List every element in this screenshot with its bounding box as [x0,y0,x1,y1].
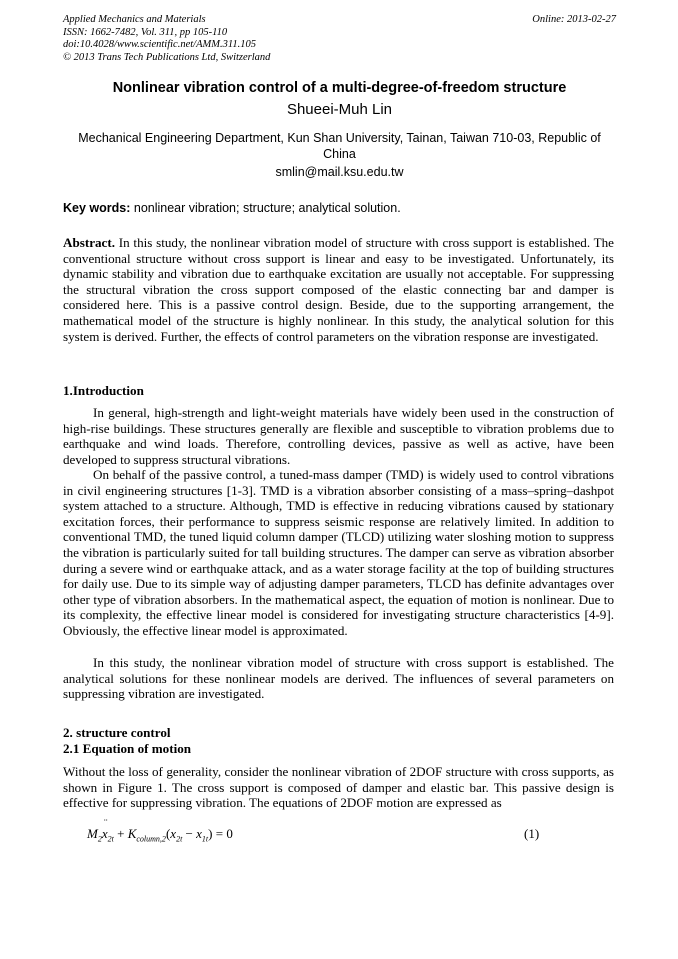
abstract-label: Abstract. [63,235,115,250]
author-email: smlin@mail.ksu.edu.tw [275,165,404,179]
online-date: Online: 2013-02-27 [532,14,616,25]
section-2-heading: 2. structure control [63,725,171,740]
keywords [63,201,616,215]
intro-paragraph-1: In general, high-strength and light-weight materials have widely been used in the construction of high-rise buildings. These structures generally are flexible and susceptible to vibration problems due to earthquake and wind loads. Therefore, controlling devices, passive as well as active, have been developed to suppress structural vibrations. [63,405,614,467]
abstract-text: In this study, the nonlinear vibration model of structure with cross support is established. The conventional structure without cross support is linear and easy to be investigated. Unfortunately, its dynamic stability and vibration due to earthquake excitation are usually not acceptable. For suppressing the structural vibration the cross support composed of the elastic connecting bar and damper is considered here. This is a passive control design. Beside, due to the supporting arrangement, the mathematical model of the structure is highly nonlinear. In this study, the analytical solution for this system is derived. Further, the effects of control parameters on the vibration response are investigated. [63,235,614,344]
journal-name: Applied Mechanics and Materials [63,14,206,25]
section-2-1-heading: 2.1 Equation of motion [63,741,192,756]
journal-header [63,14,616,64]
paper-title: Nonlinear vibration control of a multi-degree-of-freedom structure [112,80,567,96]
author-name: Shueei-Muh Lin [286,101,393,118]
equation-number: (1) [524,826,540,841]
intro-heading: 1.Introduction [63,383,144,398]
equation-1: $M_2x$ ¨ $_{2t} + K_{column,2}(x_{2t} - x_{1t}) = 0$ [87,817,233,844]
abstract [63,235,614,344]
intro-paragraph-3: In this study, the nonlinear vibration model of structure with cross support is established. The analytical solutions for these nonlinear models are derived. The influences of several parameters on suppressing vibration are investigated. [63,655,614,702]
affiliation: Mechanical Engineering Department, Kun Shan University, Tainan, Taiwan 710-03, Republic of China [78,131,601,161]
keywords-text: nonlinear vibration; structure; analytical solution. [130,201,401,215]
issn-line: ISSN: 1662-7482, Vol. 311, pp 105-110 [63,26,228,38]
doi-line: doi:10.4028/www.scientific.net/AMM.311.105 [63,39,256,50]
section-2-paragraph: Without the loss of generality, consider the nonlinear vibration of 2DOF structure with cross supports, as shown in Figure 1. The cross support is composed of damper and elastic bar. This passive design is effective for suppressing vibration. The equations of 2DOF motion are expressed as [63,764,614,811]
copyright-line: © 2013 Trans Tech Publications Ltd, Switzerland [63,51,271,63]
keywords-label: Key words: [63,201,131,215]
intro-paragraph-2: On behalf of the passive control, a tuned-mass damper (TMD) is widely used to control vibrations in civil engineering structures [1-3]. TMD is a vibration absorber consisting of a mass–spring–dashpot system attached to a structure. Although, TMD is effective in reducing vibrations caused by stationary excitation forces, their performance to suppress seismic response are relatively limited. In addition to conventional TMD, the tuned liquid column damper (TLCD) utilizing water sloshing motion to suppress the vibration is particularly suited for tall building structures. The damper can serve as vibration absorber during a severe wind or earthquake attack, and as a water storage facility at the top of building structures for daily use. Due to its simple way of adjusting damper parameters, TLCD has definite advantages over other type of vibration absorbers. In the mathematical aspect, the equation of motion is nonlinear. Due to its complexity, the effective linear model is considered for investigating structure characteristics [4-9]. Obviously, the effective linear model is approximated. [63,467,614,638]
